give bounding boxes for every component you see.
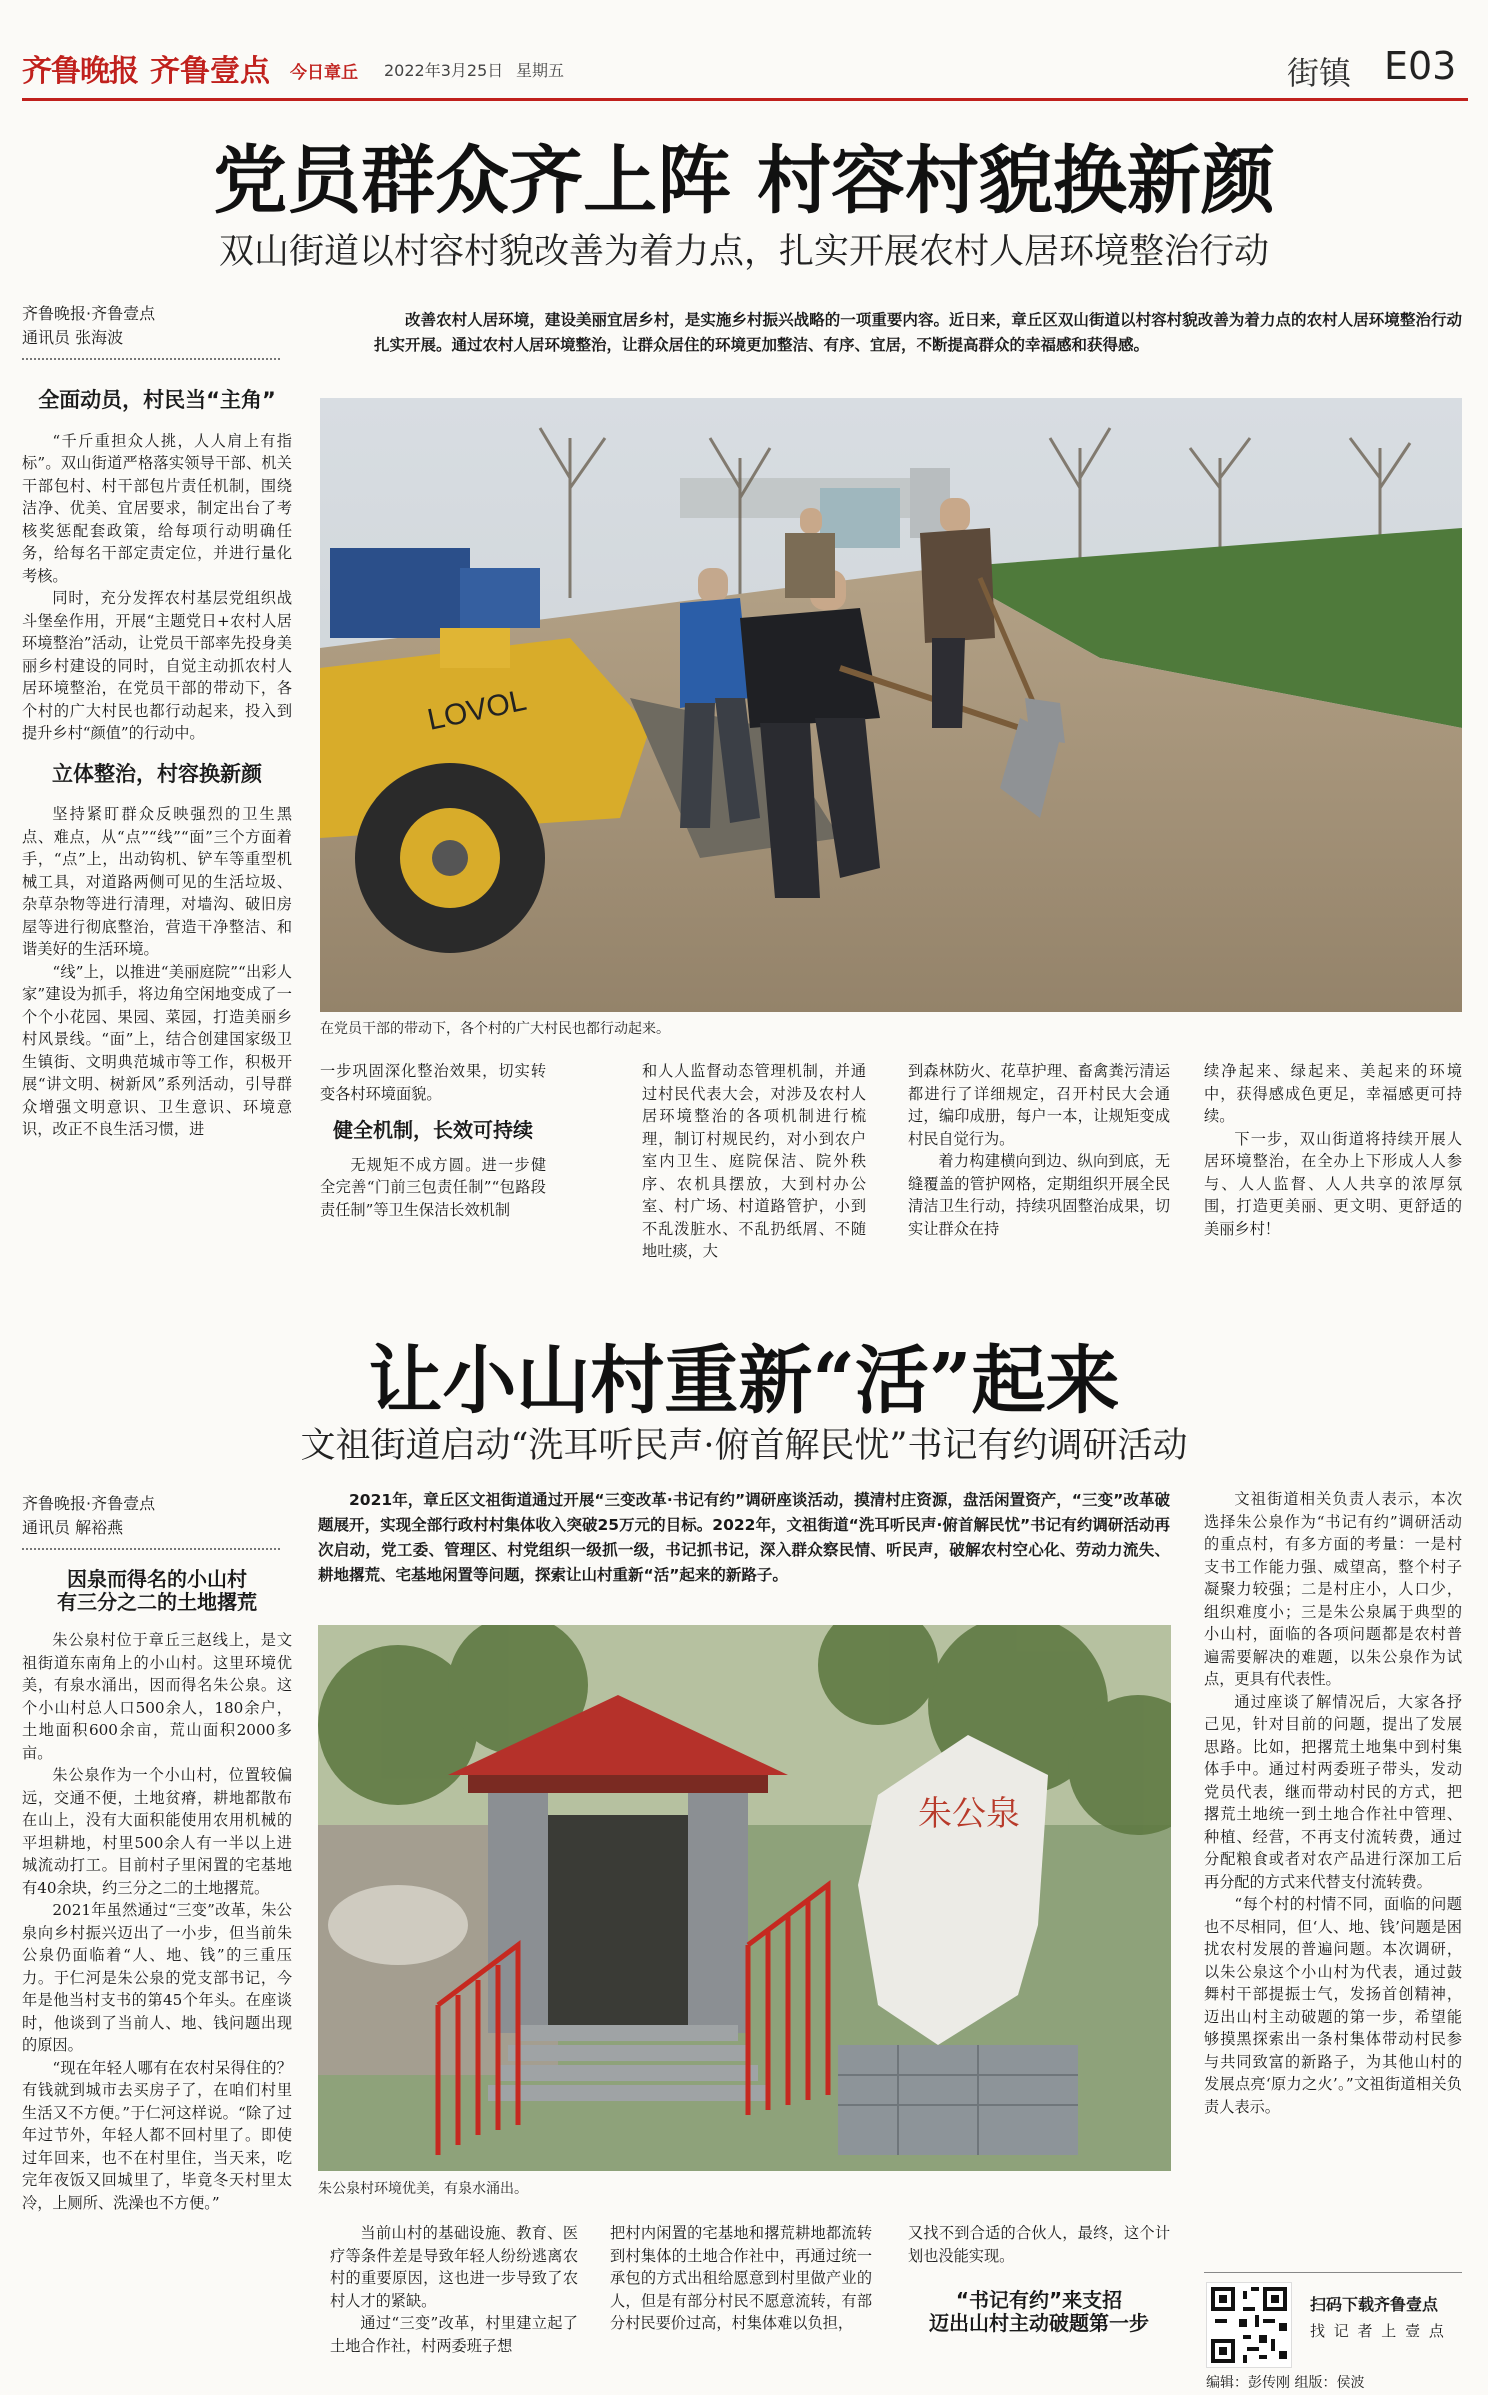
paragraph: 同时，充分发挥农村基层党组织战斗堡垒作用，开展“主题党日+农村人居环境整治”活动，让党员干部率先投身美丽乡村建设的同时，自觉主动抓农村人居环境整治，在党员干部的带动下，各个村的广大村民也都行动起来，投入到提升乡村“颜值”的行动中。 bbox=[22, 589, 292, 742]
article2-column-3 bbox=[610, 2222, 872, 2372]
section-heading-mechanism: 健全机制，长效可持续 bbox=[333, 1118, 533, 1142]
article1-column-2 bbox=[320, 1060, 546, 1310]
byline-outlet: 齐鲁晚报·齐鲁壹点 bbox=[22, 1494, 156, 1513]
article1-byline bbox=[22, 302, 292, 350]
article1-headline: 党员群众齐上阵 村容村貌换新颜 bbox=[213, 138, 1275, 224]
footer-rule bbox=[1204, 2272, 1462, 2273]
paragraph: “线”上，以推进“美丽庭院”“出彩人家”建设为抓手，将边角空闲地变成了一个个小花园、果园、菜园，打造美丽乡村风景线。“面”上，结合创建国家级卫生镇街、文明典范城市等工作，积极开展“讲文明、树新风”系列活动，引导群众增强文明意识、卫生意识、环境意识，改正不良生活习惯，进 bbox=[22, 962, 292, 1138]
article1-column-1 bbox=[22, 385, 292, 1385]
issue-weekday: 星期五 bbox=[516, 61, 565, 80]
paragraph: 到森林防火、花草护理、畜禽粪污清运都进行了详细规定，召开村民大会通过，编印成册，每户一本，让规矩变成村民自觉行为。 bbox=[908, 1062, 1170, 1148]
paragraph: 和人人监督动态管理机制，并通过村民代表大会，对涉及农村人居环境整治的各项机制进行梳理，制订村规民约，对小到农户室内卫生、庭院保洁、院外秩序、农机具摆放，大到村办公室、村广场、村道路管护，小到不乱泼脏水、不乱扔纸屑、不随地吐痰，大 bbox=[642, 1062, 866, 1260]
article2-subheadline: 文祖街道启动“洗耳听民声·俯首解民忧”书记有约调研活动 bbox=[300, 1426, 1188, 1466]
qr-call-to-action: 扫码下载齐鲁壹点 bbox=[1310, 2295, 1439, 2314]
photo-village-cleanup bbox=[320, 398, 1462, 1012]
paragraph: 把村内闲置的宅基地和撂荒耕地都流转到村集体的土地合作社中，再通过统一承包的方式出租给愿意到村里做产业的人，但是有部分村民不愿意流转，有部分村民要价过高，村集体难以负担， bbox=[610, 2224, 872, 2332]
article2-headline: 让小山村重新“活”起来 bbox=[368, 1338, 1120, 1424]
paragraph: 通过“三变”改革，村里建立起了土地合作社，村两委班子想 bbox=[330, 2314, 578, 2355]
article2-byline bbox=[22, 1492, 292, 1540]
paragraph: “千斤重担众人挑，人人肩上有指标”。双山街道严格落实领导干部、机关干部包村、村干部包片责任机制，围绕洁净、优美、宜居要求，制定出台了考核奖惩配套政策，给每项行动明确任务，给每名干部定责定位，并进行量化考核。 bbox=[22, 431, 292, 585]
paragraph: “每个村的村情不同，面临的问题也不尽相同，但‘人、地、钱’问题是困扰农村发展的普遍问题。本次调研，以朱公泉这个小山村为代表，通过鼓舞村干部提振士气，发扬首创精神，迈出山村主动破题的第一步，希望能够摸黑探索出一条村集体带动村民参与共同致富的新路子，为其他山村的发展点亮‘原力之火’。”文祖街道相关负责人表示。 bbox=[1204, 1895, 1462, 2116]
photo1-caption: 在党员干部的带动下，各个村的广大村民也都行动起来。 bbox=[320, 1021, 670, 1037]
paragraph: 下一步，双山街道将持续开展人居环境整治，在全办上下形成人人参与、人人监督、人人共享的浓厚氛围，打造更美丽、更文明、更舒适的美丽乡村！ bbox=[1204, 1129, 1462, 1238]
qr-subtext: 找 记 者 上 壹 点 bbox=[1310, 2322, 1446, 2340]
article1-column-4 bbox=[908, 1060, 1170, 1310]
section-heading-secretary-a: “书记有约”来支招 bbox=[955, 2288, 1123, 2312]
section-name: 街镇 bbox=[1287, 54, 1352, 92]
article1-lead: 改善农村人居环境，建设美丽宜居乡村，是实施乡村振兴战略的一项重要内容。近日来，章丘区双山街道以村容村貌改善为着力点的农村人居环境整治行动扎实开展。通过农村人居环境整治，让群众居住的环境更加整洁、有序、宜居，不断提高群众的幸福感和获得感。 bbox=[374, 311, 1462, 354]
article2-column-1 bbox=[22, 1568, 292, 2368]
paragraph: 朱公泉作为一个小山村，位置较偏远，交通不便，土地贫瘠，耕地都散布在山上，没有大面积能使用农用机械的平坦耕地，村里500余人有一半以上进城流动打工。目前村子里闲置的宅基地有40余块，约三分之二的土地撂荒。 bbox=[22, 1766, 292, 1897]
paragraph: 朱公泉村位于章丘三赵线上，是文祖街道东南角上的小山村。这里环境优美，有泉水涌出，因而得名朱公泉。这个小山村总人口500余人，180余户，土地面积600余亩，荒山面积2000多亩。 bbox=[22, 1631, 292, 1762]
photo-zhugongquan-spring bbox=[318, 1625, 1171, 2171]
paragraph: 文祖街道相关负责人表示，本次选择朱公泉作为“书记有约”调研活动的重点村，有多方面的考量：一是村支书工作能力强、威望高，整个村子凝聚力较强；二是村庄小，人口少，组织难度小；三是朱公泉属于典型的小山村，面临的各项问题都是农村普遍需要解决的难题，以朱公泉作为试点，更具有代表性。 bbox=[1204, 1490, 1462, 1688]
paragraph: 续净起来、绿起来、美起来的环境中，获得感成色更足，幸福感更可持续。 bbox=[1204, 1062, 1462, 1125]
article1-column-5 bbox=[1204, 1060, 1462, 1310]
byline-divider bbox=[22, 358, 280, 360]
header-rule bbox=[22, 98, 1468, 101]
section-heading-mobilize: 全面动员，村民当“主角” bbox=[38, 388, 276, 412]
page-number: E03 bbox=[1384, 44, 1457, 88]
svg-text:LOVOL: LOVOL bbox=[424, 683, 530, 737]
article2-lead: 2021年，章丘区文祖街道通过开展“三变改革·书记有约”调研座谈活动，摸清村庄资源，盘活闲置资产，“三变”改革破题展开，实现全部行政村村集体收入突破25万元的目标。2022年，文祖街道“洗耳听民声·俯首解民忧”书记有约调研活动再次启动，党工委、管理区、村党组织一级抓一级，书记抓书记，深入群众察民情、听民声，破解农村空心化、劳动力流失、耕地撂荒、宅基地闲置等问题，探索让山村重新“活”起来的新路子。 bbox=[318, 1491, 1170, 1584]
byline-outlet: 齐鲁晚报·齐鲁壹点 bbox=[22, 304, 156, 323]
section-heading-village-b: 有三分之二的土地撂荒 bbox=[57, 1589, 257, 1614]
stone-inscription: 朱公泉 bbox=[918, 1794, 1020, 1834]
byline-correspondent: 通讯员 张海波 bbox=[22, 328, 124, 347]
paragraph: 又找不到合适的合伙人，最终，这个计划也没能实现。 bbox=[908, 2224, 1170, 2265]
paragraph: 当前山村的基础设施、教育、医疗等条件差是导致年轻人纷纷逃离农村的重要原因，这也进一步导致了农村人才的紧缺。 bbox=[330, 2224, 578, 2310]
section-heading-renovation: 立体整治，村容换新颜 bbox=[52, 761, 262, 786]
brand-qilu-yidian: 齐鲁壹点 bbox=[150, 54, 270, 89]
paragraph: “现在年轻人哪有在农村呆得住的？有钱就到城市去买房子了，在咱们村里生活又不方便。”于仁河这样说。“除了过年过节外，年轻人都不回村里了。即使过年回来，也不在村里住，当天来，吃完年夜饭又回城里了，毕竟冬天村里太冷，上厕所、洗澡也不方便。” bbox=[22, 2058, 292, 2212]
section-heading-village-a: 因泉而得名的小山村 bbox=[67, 1568, 247, 1591]
paragraph: 一步巩固深化整治效果，切实转变各村环境面貌。 bbox=[320, 1062, 546, 1103]
paragraph: 2021年虽然通过“三变”改革，朱公泉向乡村振兴迈出了一小步，但当前朱公泉仍面临着“人、地、钱”的三重压力。于仁河是朱公泉的党支部书记，今年是他当村支书的第45个年头。在座谈时，他谈到了当前人、地、钱问题出现的原因。 bbox=[22, 1901, 292, 2054]
paragraph: 坚持紧盯群众反映强烈的卫生黑点、难点，从“点”“线”“面”三个方面着手，“点”上，出动钩机、铲车等重型机械工具，对道路两侧可见的生活垃圾、杂草杂物等进行清理，对墙沟、破旧房屋等进行彻底整治，营造干净整洁、和谐美好的生活环境。 bbox=[22, 805, 292, 958]
article2-column-4 bbox=[908, 2222, 1170, 2372]
article1-subheadline: 双山街道以村容村貌改善为着力点，扎实开展农村人居环境整治行动 bbox=[218, 232, 1269, 272]
download-qr-code[interactable] bbox=[1206, 2282, 1292, 2368]
byline-correspondent: 通讯员 解裕燕 bbox=[22, 1518, 124, 1537]
brand-qilu-evening-news: 齐鲁晚报 bbox=[22, 54, 138, 89]
paragraph: 通过座谈了解情况后，大家各抒己见，针对目前的问题，提出了发展思路。比如，把撂荒土地集中到村集体手中。通过村两委班子带头，发动党员代表，继而带动村民的方式，把撂荒土地统一到土地合作社中管理、种植、经营，不再支付流转费，通过分配粮食或者对农产品进行深加工后再分配的方式来代替支付流转费。 bbox=[1204, 1692, 1462, 1891]
editor-credits: 编辑：彭传刚 组版：侯波 bbox=[1206, 2375, 1365, 2391]
article1-column-3 bbox=[642, 1060, 866, 1310]
article2-column-5 bbox=[1204, 1488, 1462, 2268]
column-name: 今日章丘 bbox=[290, 63, 358, 83]
photo2-caption: 朱公泉村环境优美，有泉水涌出。 bbox=[318, 2181, 528, 2197]
masthead bbox=[22, 44, 1468, 94]
section-heading-secretary-b: 迈出山村主动破题第一步 bbox=[929, 2310, 1149, 2335]
byline-divider bbox=[22, 1548, 280, 1550]
paragraph: 着力构建横向到边、纵向到底，无缝覆盖的管护网格，定期组织开展全民清洁卫生行动，持续巩固整治成果，切实让群众在持 bbox=[908, 1152, 1170, 1238]
paragraph: 无规矩不成方圆。进一步健全完善“门前三包责任制”“包路段责任制”等卫生保洁长效机制 bbox=[320, 1155, 546, 1219]
issue-date: 2022年3月25日 bbox=[384, 61, 504, 80]
article2-column-2 bbox=[330, 2222, 578, 2372]
